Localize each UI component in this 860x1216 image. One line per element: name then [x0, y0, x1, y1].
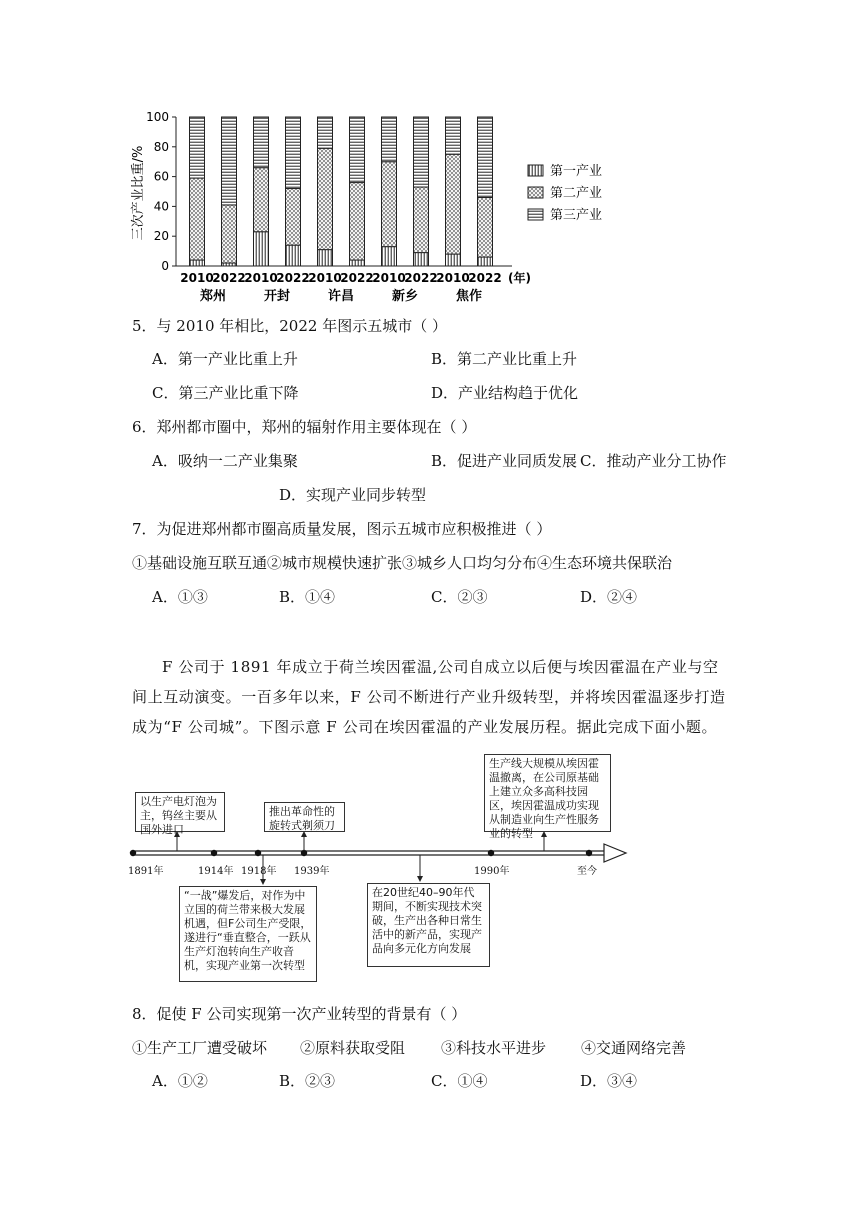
- x-tick-label: 2010: [308, 271, 342, 285]
- q5-stem: 5．与 2010 年相比，2022 年图示五城市（ ）: [132, 317, 447, 335]
- bar-第一产业-9: [478, 257, 493, 266]
- x-tick-label: 2010: [244, 271, 278, 285]
- legend-swatch: [528, 187, 543, 198]
- q8-option-b[interactable]: B．②③: [279, 1072, 336, 1090]
- q6-stem: 6．郑州都市圈中，郑州的辐射作用主要体现在（ ）: [132, 418, 477, 436]
- y-tick-label: 0: [161, 259, 169, 273]
- x-tick-label: 2010: [372, 271, 406, 285]
- bar-第一产业-0: [190, 260, 205, 266]
- x-axis: [180, 270, 531, 304]
- y-tick-label: 20: [153, 229, 169, 244]
- bar-第三产业-1: [222, 117, 237, 205]
- bar-第三产业-2: [254, 117, 269, 168]
- q8-option-c[interactable]: C．①④: [431, 1072, 488, 1090]
- bar-第二产业-8: [446, 154, 461, 254]
- year-1918: 1918年: [241, 866, 277, 877]
- q8-item-2: ②原料获取受阻: [300, 1039, 406, 1057]
- y-axis-label: 三次产业比重/%: [131, 145, 146, 241]
- q6-option-a[interactable]: A．吸纳一二产业集聚: [152, 452, 298, 470]
- year-1990: 1990年: [474, 866, 510, 877]
- bar-第一产业-7: [414, 253, 429, 266]
- q7-items: ①基础设施互联互通②城市规模快速扩张③城乡人口均匀分布④生态环境共保联治: [132, 554, 673, 572]
- x-group-label: 新乡: [391, 289, 419, 304]
- bar-第一产业-5: [350, 260, 365, 266]
- q7-option-c[interactable]: C．②③: [431, 588, 488, 606]
- q6-option-b[interactable]: B．促进产业同质发展: [431, 452, 578, 470]
- bar-第一产业-2: [254, 232, 269, 266]
- x-axis-suffix: (年): [508, 271, 531, 285]
- x-tick-label: 2010: [180, 271, 214, 285]
- q8-item-4: ④交通网络完善: [581, 1039, 687, 1057]
- bar-第二产业-7: [414, 187, 429, 253]
- bar-第二产业-3: [286, 189, 301, 246]
- timeline-diagram: [128, 752, 632, 982]
- dot-now: [586, 850, 592, 856]
- year-1914: 1914年: [198, 866, 234, 877]
- x-group-label: 许昌: [327, 289, 355, 304]
- x-tick-label: 2022: [404, 271, 438, 285]
- legend-swatch: [528, 165, 543, 176]
- industry-structure-chart: [120, 105, 620, 305]
- dot-1914: [211, 850, 217, 856]
- q5-option-a[interactable]: A．第一产业比重上升: [152, 350, 298, 368]
- dot-1891: [130, 850, 136, 856]
- q5-option-d[interactable]: D．产业结构趋于优化: [431, 384, 579, 402]
- legend-label: 第二产业: [550, 186, 603, 201]
- bar-第二产业-1: [222, 205, 237, 263]
- x-group-label: 郑州: [199, 289, 227, 304]
- bar-第三产业-3: [286, 117, 301, 189]
- y-tick-label: 100: [146, 110, 169, 124]
- dot-1990: [488, 850, 494, 856]
- q8-stem: 8．促使 F 公司实现第一次产业转型的背景有（ ）: [132, 1005, 467, 1023]
- bar-第三产业-5: [350, 117, 365, 183]
- bar-第二产业-2: [254, 168, 269, 232]
- bar-第二产业-5: [350, 183, 365, 260]
- x-tick-label: 2010: [436, 271, 470, 285]
- bar-第一产业-6: [382, 247, 397, 266]
- year-now: 至今: [577, 866, 597, 877]
- q6-option-d[interactable]: D．实现产业同步转型: [279, 486, 427, 504]
- bar-第二产业-6: [382, 162, 397, 247]
- q5-option-b[interactable]: B．第二产业比重上升: [431, 350, 578, 368]
- timeline-box-1940s: 在20世纪40–90年代期间，不断实现技术突破，生产出各种日常生活中的新产品，实现产品向多元化方向发展: [367, 883, 490, 967]
- y-tick-label: 80: [153, 139, 169, 154]
- q8-item-3: ③科技水平进步: [441, 1039, 547, 1057]
- legend-swatch: [528, 209, 543, 220]
- bar-第三产业-0: [190, 117, 205, 178]
- q8-option-d[interactable]: D．③④: [580, 1072, 638, 1090]
- bar-第一产业-4: [318, 250, 333, 266]
- bar-第一产业-8: [446, 254, 461, 266]
- legend-label: 第三产业: [550, 208, 603, 223]
- q8-option-a[interactable]: A．①②: [152, 1072, 208, 1090]
- timeline-box-1939: 推出革命性的旋转式剃须刀: [264, 802, 345, 832]
- bar-第一产业-3: [286, 245, 301, 266]
- q7-option-a[interactable]: A．①③: [152, 588, 208, 606]
- timeline-box-1990: 生产线大规模从埃因霍温撤离，在公司原基础上建立众多高科技园区，埃因霍温成功实现从制造业向生产性服务业的转型: [484, 754, 611, 832]
- legend: [528, 163, 602, 223]
- x-tick-label: 2022: [212, 271, 246, 285]
- x-tick-label: 2022: [468, 271, 502, 285]
- timeline-box-1891: 以生产电灯泡为主，钨丝主要从国外进口: [135, 792, 225, 832]
- passage-text: F 公司于 1891 年成立于荷兰埃因霍温,公司自成立以后便与埃因霍温在产业与空间上互动演变。一百多年以来，F 公司不断进行产业升级转型，并将埃因霍温逐步打造成为“F 公司城”。下图示意 F 公司在埃因霍温的产业发展历程。据此完成下面小题。: [132, 658, 726, 736]
- bar-第二产业-0: [190, 178, 205, 260]
- q7-option-b[interactable]: B．①④: [279, 588, 336, 606]
- timeline-arrow-icon: [604, 844, 626, 862]
- q5-option-c[interactable]: C．第三产业比重下降: [152, 384, 299, 402]
- y-tick-label: 60: [153, 169, 169, 184]
- x-tick-label: 2022: [276, 271, 310, 285]
- bar-第二产业-9: [478, 197, 493, 257]
- bar-第三产业-8: [446, 117, 461, 154]
- x-group-label: 开封: [263, 289, 291, 304]
- bar-第三产业-9: [478, 117, 493, 197]
- x-group-label: 焦作: [455, 289, 483, 304]
- x-tick-label: 2022: [340, 271, 374, 285]
- dot-1918: [255, 850, 261, 856]
- q7-option-d[interactable]: D．②④: [580, 588, 638, 606]
- y-tick-label: 40: [153, 199, 169, 214]
- bar-第三产业-7: [414, 117, 429, 187]
- year-1939: 1939年: [294, 866, 330, 877]
- timeline-box-1918: “一战”爆发后，对作为中立国的荷兰带来极大发展机遇，但F公司生产受限，遂进行“垂直整合，一跃从生产灯泡转向生产收音机，实现产业第一次转型: [179, 886, 317, 982]
- q8-item-1: ①生产工厂遭受破坏: [132, 1039, 268, 1057]
- bar-第三产业-6: [382, 117, 397, 162]
- bar-第三产业-4: [318, 117, 333, 148]
- legend-label: 第一产业: [550, 164, 603, 179]
- q6-option-c[interactable]: C．推动产业分工协作: [580, 452, 727, 470]
- q7-stem: 7．为促进郑州都市圈高质量发展，图示五城市应积极推进（ ）: [132, 520, 552, 538]
- year-1891: 1891年: [128, 866, 164, 877]
- bar-第二产业-4: [318, 148, 333, 249]
- bars-group: [190, 117, 493, 266]
